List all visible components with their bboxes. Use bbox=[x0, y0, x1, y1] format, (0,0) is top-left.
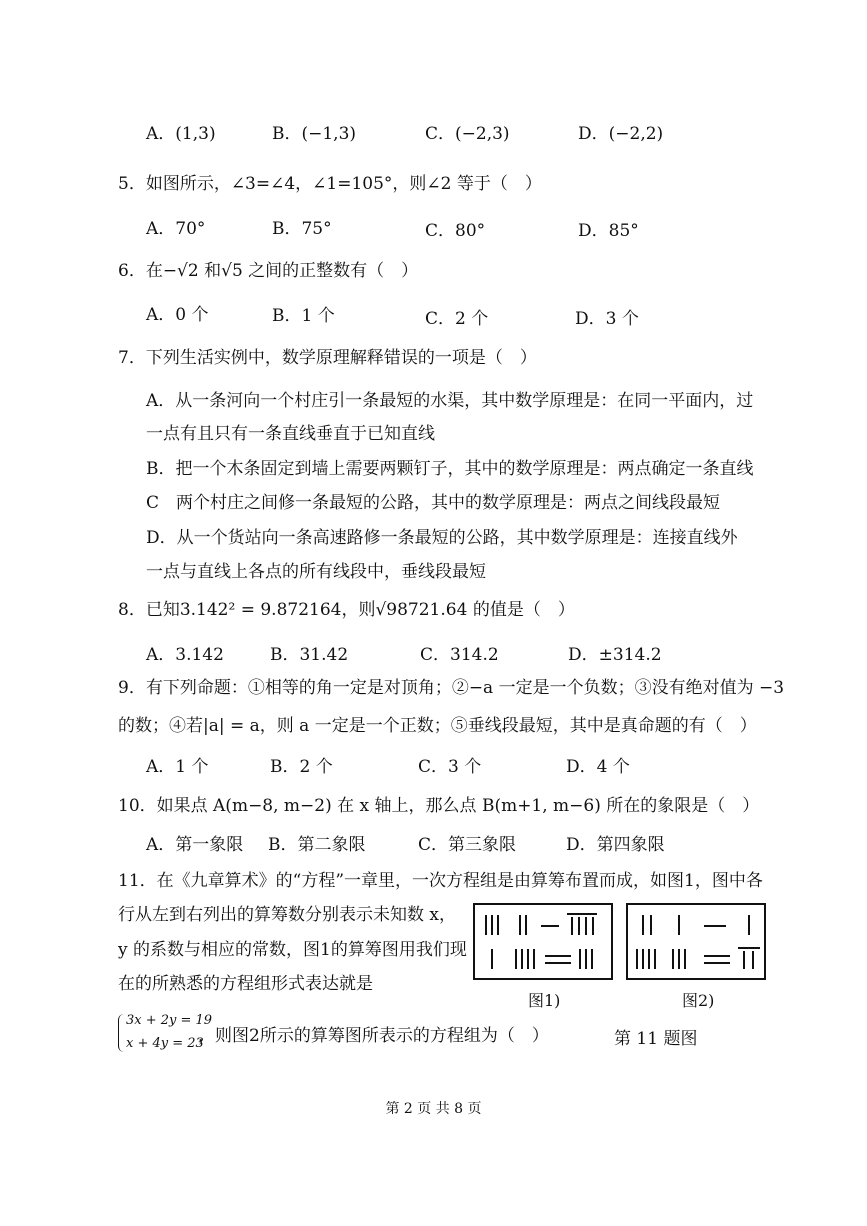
q6-option-c[interactable]: C．2 个 bbox=[425, 309, 489, 329]
q10-option-d[interactable]: D．第四象限 bbox=[566, 835, 665, 855]
q10-option-b[interactable]: B．第二象限 bbox=[268, 835, 366, 855]
q7-option-a[interactable]: A．从一条河向一个村庄引一条最短的水渠，其中数学原理是：在同一平面内，过 bbox=[146, 391, 754, 411]
figure-1-label: 图1) bbox=[528, 991, 561, 1010]
figure-2-label: 图2) bbox=[682, 991, 715, 1010]
q11-stem-line4: 在的所熟悉的方程组形式表达就是 bbox=[118, 974, 373, 994]
q6-option-a[interactable]: A．0 个 bbox=[146, 305, 209, 325]
q5-option-b[interactable]: B．75° bbox=[272, 219, 332, 239]
q8-option-d[interactable]: D．±314.2 bbox=[568, 645, 662, 665]
q11-stem-line1: 11．在《九章算术》的“方程”一章里，一次方程组是由算筹布置而成，如图1，图中各 bbox=[118, 871, 763, 891]
q4-option-a[interactable]: A．(1,3) bbox=[146, 124, 216, 144]
counting-rods-figure-1 bbox=[473, 903, 613, 980]
q9-option-d[interactable]: D．4 个 bbox=[566, 757, 630, 777]
q11-figure-caption: 第 11 题图 bbox=[614, 1029, 698, 1049]
q7-stem: 7．下列生活实例中，数学原理解释错误的一项是（ ） bbox=[118, 348, 537, 368]
q7-option-d-cont: 一点与直线上各点的所有线段中，垂线段最短 bbox=[146, 562, 486, 582]
q11-stem-line3: y 的系数与相应的常数，图1的算筹图用我们现 bbox=[118, 940, 467, 960]
q5-stem: 5．如图所示，∠3=∠4，∠1=105°，则∠2 等于（ ） bbox=[118, 174, 542, 194]
counting-rods-figure-2 bbox=[626, 903, 766, 980]
q10-option-a[interactable]: A．第一象限 bbox=[146, 835, 244, 855]
q4-option-c[interactable]: C．(−2,3) bbox=[425, 124, 510, 144]
q9-option-b[interactable]: B．2 个 bbox=[270, 757, 333, 777]
q7-option-c[interactable]: C 两个村庄之间修一条最短的公路，其中的数学原理是：两点之间线段最短 bbox=[146, 493, 721, 513]
q8-option-c[interactable]: C．314.2 bbox=[420, 645, 499, 665]
q11-stem-line2: 行从左到右列出的算筹数分别表示未知数 x， bbox=[118, 905, 456, 925]
q9-option-c[interactable]: C．3 个 bbox=[418, 757, 482, 777]
q11-equation-1: 3x + 2y = 19 bbox=[126, 1013, 213, 1028]
q10-stem: 10．如果点 A(m−8, m−2) 在 x 轴上，那么点 B(m+1, m−6) 所在的象限是（ ） bbox=[118, 796, 760, 816]
q7-option-d[interactable]: D．从一个货站向一条高速路修一条最短的公路，其中数学原理是：连接直线外 bbox=[146, 528, 738, 548]
q8-stem: 8．已知3.142² = 9.872164，则√98721.64 的值是（ ） bbox=[118, 600, 575, 620]
q4-option-b[interactable]: B．(−1,3) bbox=[272, 124, 357, 144]
q11-equation-2: x + 4y = 23 bbox=[126, 1036, 204, 1051]
q5-option-c[interactable]: C．80° bbox=[425, 221, 486, 241]
q4-option-d[interactable]: D．(−2,2) bbox=[578, 124, 664, 144]
equation-brace bbox=[118, 1014, 125, 1052]
q9-option-a[interactable]: A．1 个 bbox=[146, 757, 209, 777]
q8-option-b[interactable]: B．31.42 bbox=[270, 645, 349, 665]
q6-stem: 6．在−√2 和√5 之间的正整数有（ ） bbox=[118, 261, 419, 281]
q7-option-a-cont: 一点有且只有一条直线垂直于已知直线 bbox=[146, 424, 435, 444]
q11-stem-line5: ，则图2所示的算筹图所表示的方程组为（ ） bbox=[198, 1026, 549, 1046]
q5-option-d[interactable]: D．85° bbox=[578, 221, 639, 241]
q9-stem-line2: 的数；④若|a| = a，则 a 一定是一个正数；⑤垂线段最短，其中是真命题的有（ ） bbox=[118, 716, 757, 736]
q8-option-a[interactable]: A．3.142 bbox=[146, 645, 224, 665]
q6-option-d[interactable]: D．3 个 bbox=[575, 309, 639, 329]
q10-option-c[interactable]: C．第三象限 bbox=[418, 835, 517, 855]
q7-option-b[interactable]: B．把一个木条固定到墙上需要两颗钉子，其中的数学原理是：两点确定一条直线 bbox=[146, 459, 754, 479]
q6-option-b[interactable]: B．1 个 bbox=[272, 306, 335, 326]
page-footer: 第 2 页 共 8 页 bbox=[385, 1101, 482, 1117]
q5-option-a[interactable]: A．70° bbox=[146, 219, 206, 239]
q9-stem-line1: 9．有下列命题：①相等的角一定是对顶角；②−a 一定是一个负数；③没有绝对值为 −3 bbox=[118, 678, 785, 698]
